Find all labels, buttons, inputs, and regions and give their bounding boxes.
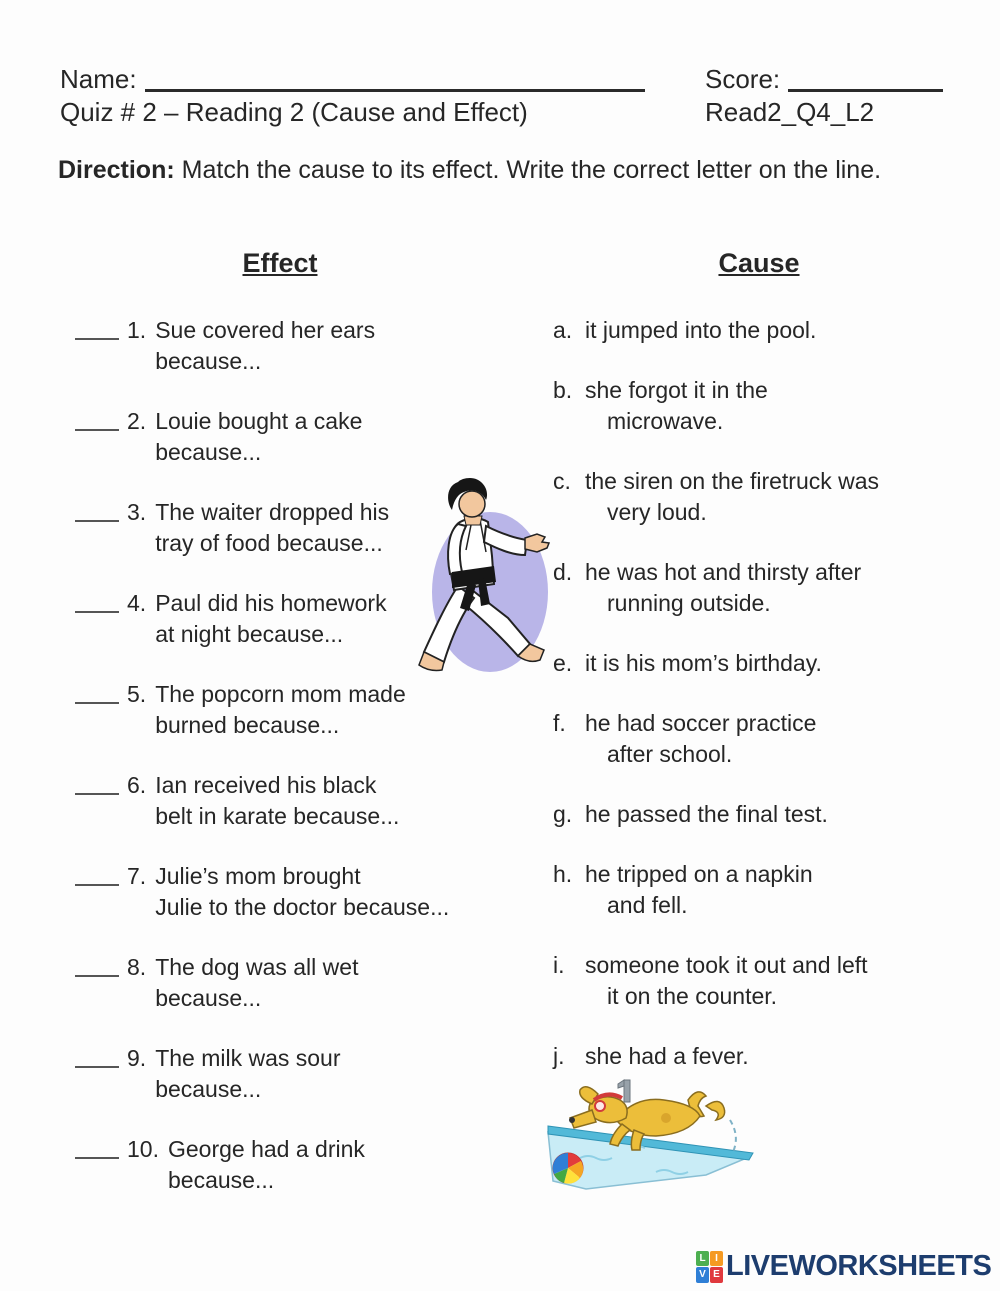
cause-item-list xyxy=(553,315,965,1072)
item-text xyxy=(155,679,406,741)
item-letter: h. xyxy=(553,861,573,887)
item-text-line: Ian received his black xyxy=(155,772,377,798)
item-text-line: The waiter dropped his xyxy=(155,499,390,525)
score-input-line[interactable] xyxy=(788,70,943,92)
answer-blank[interactable] xyxy=(75,588,119,613)
item-letter: e. xyxy=(553,650,573,676)
item-text xyxy=(585,1041,749,1072)
item-text xyxy=(155,497,389,559)
item-text-line: because... xyxy=(155,439,262,465)
cause-item xyxy=(553,648,965,679)
item-text xyxy=(155,861,449,923)
item-letter: g. xyxy=(553,801,573,827)
item-text-line: belt in karate because... xyxy=(155,803,400,829)
direction-label: Direction: xyxy=(58,156,175,184)
item-text-line: because... xyxy=(155,348,262,374)
item-text-line: because... xyxy=(155,985,262,1011)
cause-item xyxy=(553,859,965,921)
effect-item xyxy=(75,1134,485,1196)
item-text-line: very loud. xyxy=(607,499,707,525)
item-text-line: it on the counter. xyxy=(607,983,778,1009)
effect-item-list xyxy=(75,315,485,1196)
name-row xyxy=(60,64,645,95)
cause-item xyxy=(553,708,965,770)
item-text-line: because... xyxy=(155,1076,262,1102)
logo-letter-cell: E xyxy=(710,1267,723,1283)
answer-blank[interactable] xyxy=(75,1134,119,1159)
answer-blank[interactable] xyxy=(75,1043,119,1068)
item-text xyxy=(585,648,822,679)
cause-item xyxy=(553,375,965,437)
item-text xyxy=(155,952,358,1014)
item-number: 3. xyxy=(127,499,147,525)
item-text-line: he had soccer practice xyxy=(585,710,817,736)
item-letter: b. xyxy=(553,377,573,403)
effect-item xyxy=(75,770,485,832)
item-number: 10. xyxy=(127,1136,159,1162)
item-text xyxy=(585,375,768,437)
item-letter: j. xyxy=(553,1043,565,1069)
quiz-code: Read2_Q4_L2 xyxy=(705,97,875,127)
item-text xyxy=(155,406,362,468)
cause-item xyxy=(553,1041,965,1072)
item-number: 7. xyxy=(127,863,147,889)
item-text-line: because... xyxy=(167,1167,275,1193)
effect-item xyxy=(75,588,485,650)
item-text xyxy=(155,770,399,832)
liveworksheets-logo-icon xyxy=(696,1251,723,1283)
cause-item xyxy=(553,799,965,830)
item-text xyxy=(585,315,816,346)
logo-letter-cell: V xyxy=(696,1267,709,1283)
effect-item xyxy=(75,861,485,923)
quiz-title: Quiz # 2 – Reading 2 (Cause and Effect) xyxy=(60,97,528,127)
effect-item xyxy=(75,497,485,559)
item-text-line: Paul did his homework xyxy=(155,590,387,616)
item-number: 8. xyxy=(127,954,147,980)
liveworksheets-logo xyxy=(696,1250,991,1283)
effect-item xyxy=(75,1043,485,1105)
answer-blank[interactable] xyxy=(75,406,119,431)
item-text-line: it is his mom’s birthday. xyxy=(585,650,822,676)
answer-blank[interactable] xyxy=(75,952,119,977)
cause-item xyxy=(553,466,965,528)
logo-letter-cell: L xyxy=(696,1251,709,1267)
cause-column-title: Cause xyxy=(718,248,800,278)
effect-item xyxy=(75,679,485,741)
cause-item xyxy=(553,557,965,619)
item-text-line: he tripped on a napkin xyxy=(585,861,813,887)
score-label: Score: xyxy=(705,64,781,94)
item-text xyxy=(155,315,375,377)
name-label: Name: xyxy=(60,64,137,94)
item-text xyxy=(585,557,861,619)
effect-column xyxy=(75,248,485,1225)
item-number: 9. xyxy=(127,1045,147,1071)
item-text-line: at night because... xyxy=(155,621,344,647)
item-text xyxy=(585,708,816,770)
item-number: 2. xyxy=(127,408,147,434)
item-number: 1. xyxy=(127,317,147,343)
cause-item xyxy=(553,315,965,346)
item-text-line: she had a fever. xyxy=(585,1043,749,1069)
item-text-line: tray of food because... xyxy=(155,530,383,556)
answer-blank[interactable] xyxy=(75,861,119,886)
liveworksheets-logo-text: LIVEWORKSHEETS xyxy=(726,1250,992,1282)
item-text-line: Julie’s mom brought xyxy=(155,863,361,889)
answer-blank[interactable] xyxy=(75,770,119,795)
item-text xyxy=(585,950,868,1012)
score-row xyxy=(705,64,943,95)
effect-column-title: Effect xyxy=(242,248,318,278)
effect-item xyxy=(75,315,485,377)
item-text xyxy=(585,466,879,528)
item-text-line: he was hot and thirsty after xyxy=(585,559,862,585)
answer-blank[interactable] xyxy=(75,679,119,704)
logo-letter-cell: I xyxy=(710,1251,723,1267)
item-text-line: it jumped into the pool. xyxy=(585,317,817,343)
name-input-line[interactable] xyxy=(145,70,645,92)
item-text-line: burned because... xyxy=(155,712,340,738)
item-letter: f. xyxy=(553,710,566,736)
item-text-line: he passed the final test. xyxy=(585,801,828,827)
effect-item xyxy=(75,952,485,1014)
answer-blank[interactable] xyxy=(75,315,119,340)
item-text-line: The popcorn mom made xyxy=(155,681,406,707)
item-text-line: and fell. xyxy=(607,892,688,918)
answer-blank[interactable] xyxy=(75,497,119,522)
item-letter: i. xyxy=(553,952,565,978)
item-text-line: someone took it out and left xyxy=(585,952,868,978)
item-text-line: the siren on the firetruck was xyxy=(585,468,880,494)
direction-text: Direction: Match the cause to its effect. Write the correct letter on the line. xyxy=(58,156,882,184)
item-text-line: running outside. xyxy=(607,590,771,616)
cause-column xyxy=(553,248,965,1101)
item-number: 5. xyxy=(127,681,147,707)
item-text-line: Sue covered her ears xyxy=(155,317,376,343)
cause-item xyxy=(553,950,965,1012)
item-text-line: The dog was all wet xyxy=(155,954,359,980)
item-text-line: Julie to the doctor because... xyxy=(155,894,450,920)
item-text xyxy=(585,859,813,921)
item-number: 6. xyxy=(127,772,147,798)
item-letter: c. xyxy=(553,468,571,494)
item-text-line: after school. xyxy=(607,741,733,767)
item-text xyxy=(168,1134,365,1196)
item-text-line: The milk was sour xyxy=(155,1045,341,1071)
item-text-line: George had a drink xyxy=(167,1136,365,1162)
item-text xyxy=(155,1043,340,1105)
item-letter: d. xyxy=(553,559,573,585)
item-text xyxy=(155,588,386,650)
item-text-line: she forgot it in the xyxy=(585,377,768,403)
item-text xyxy=(585,799,828,830)
item-text-line: microwave. xyxy=(607,408,724,434)
item-text-line: Louie bought a cake xyxy=(155,408,363,434)
item-number: 4. xyxy=(127,590,147,616)
item-letter: a. xyxy=(553,317,573,343)
effect-item xyxy=(75,406,485,468)
